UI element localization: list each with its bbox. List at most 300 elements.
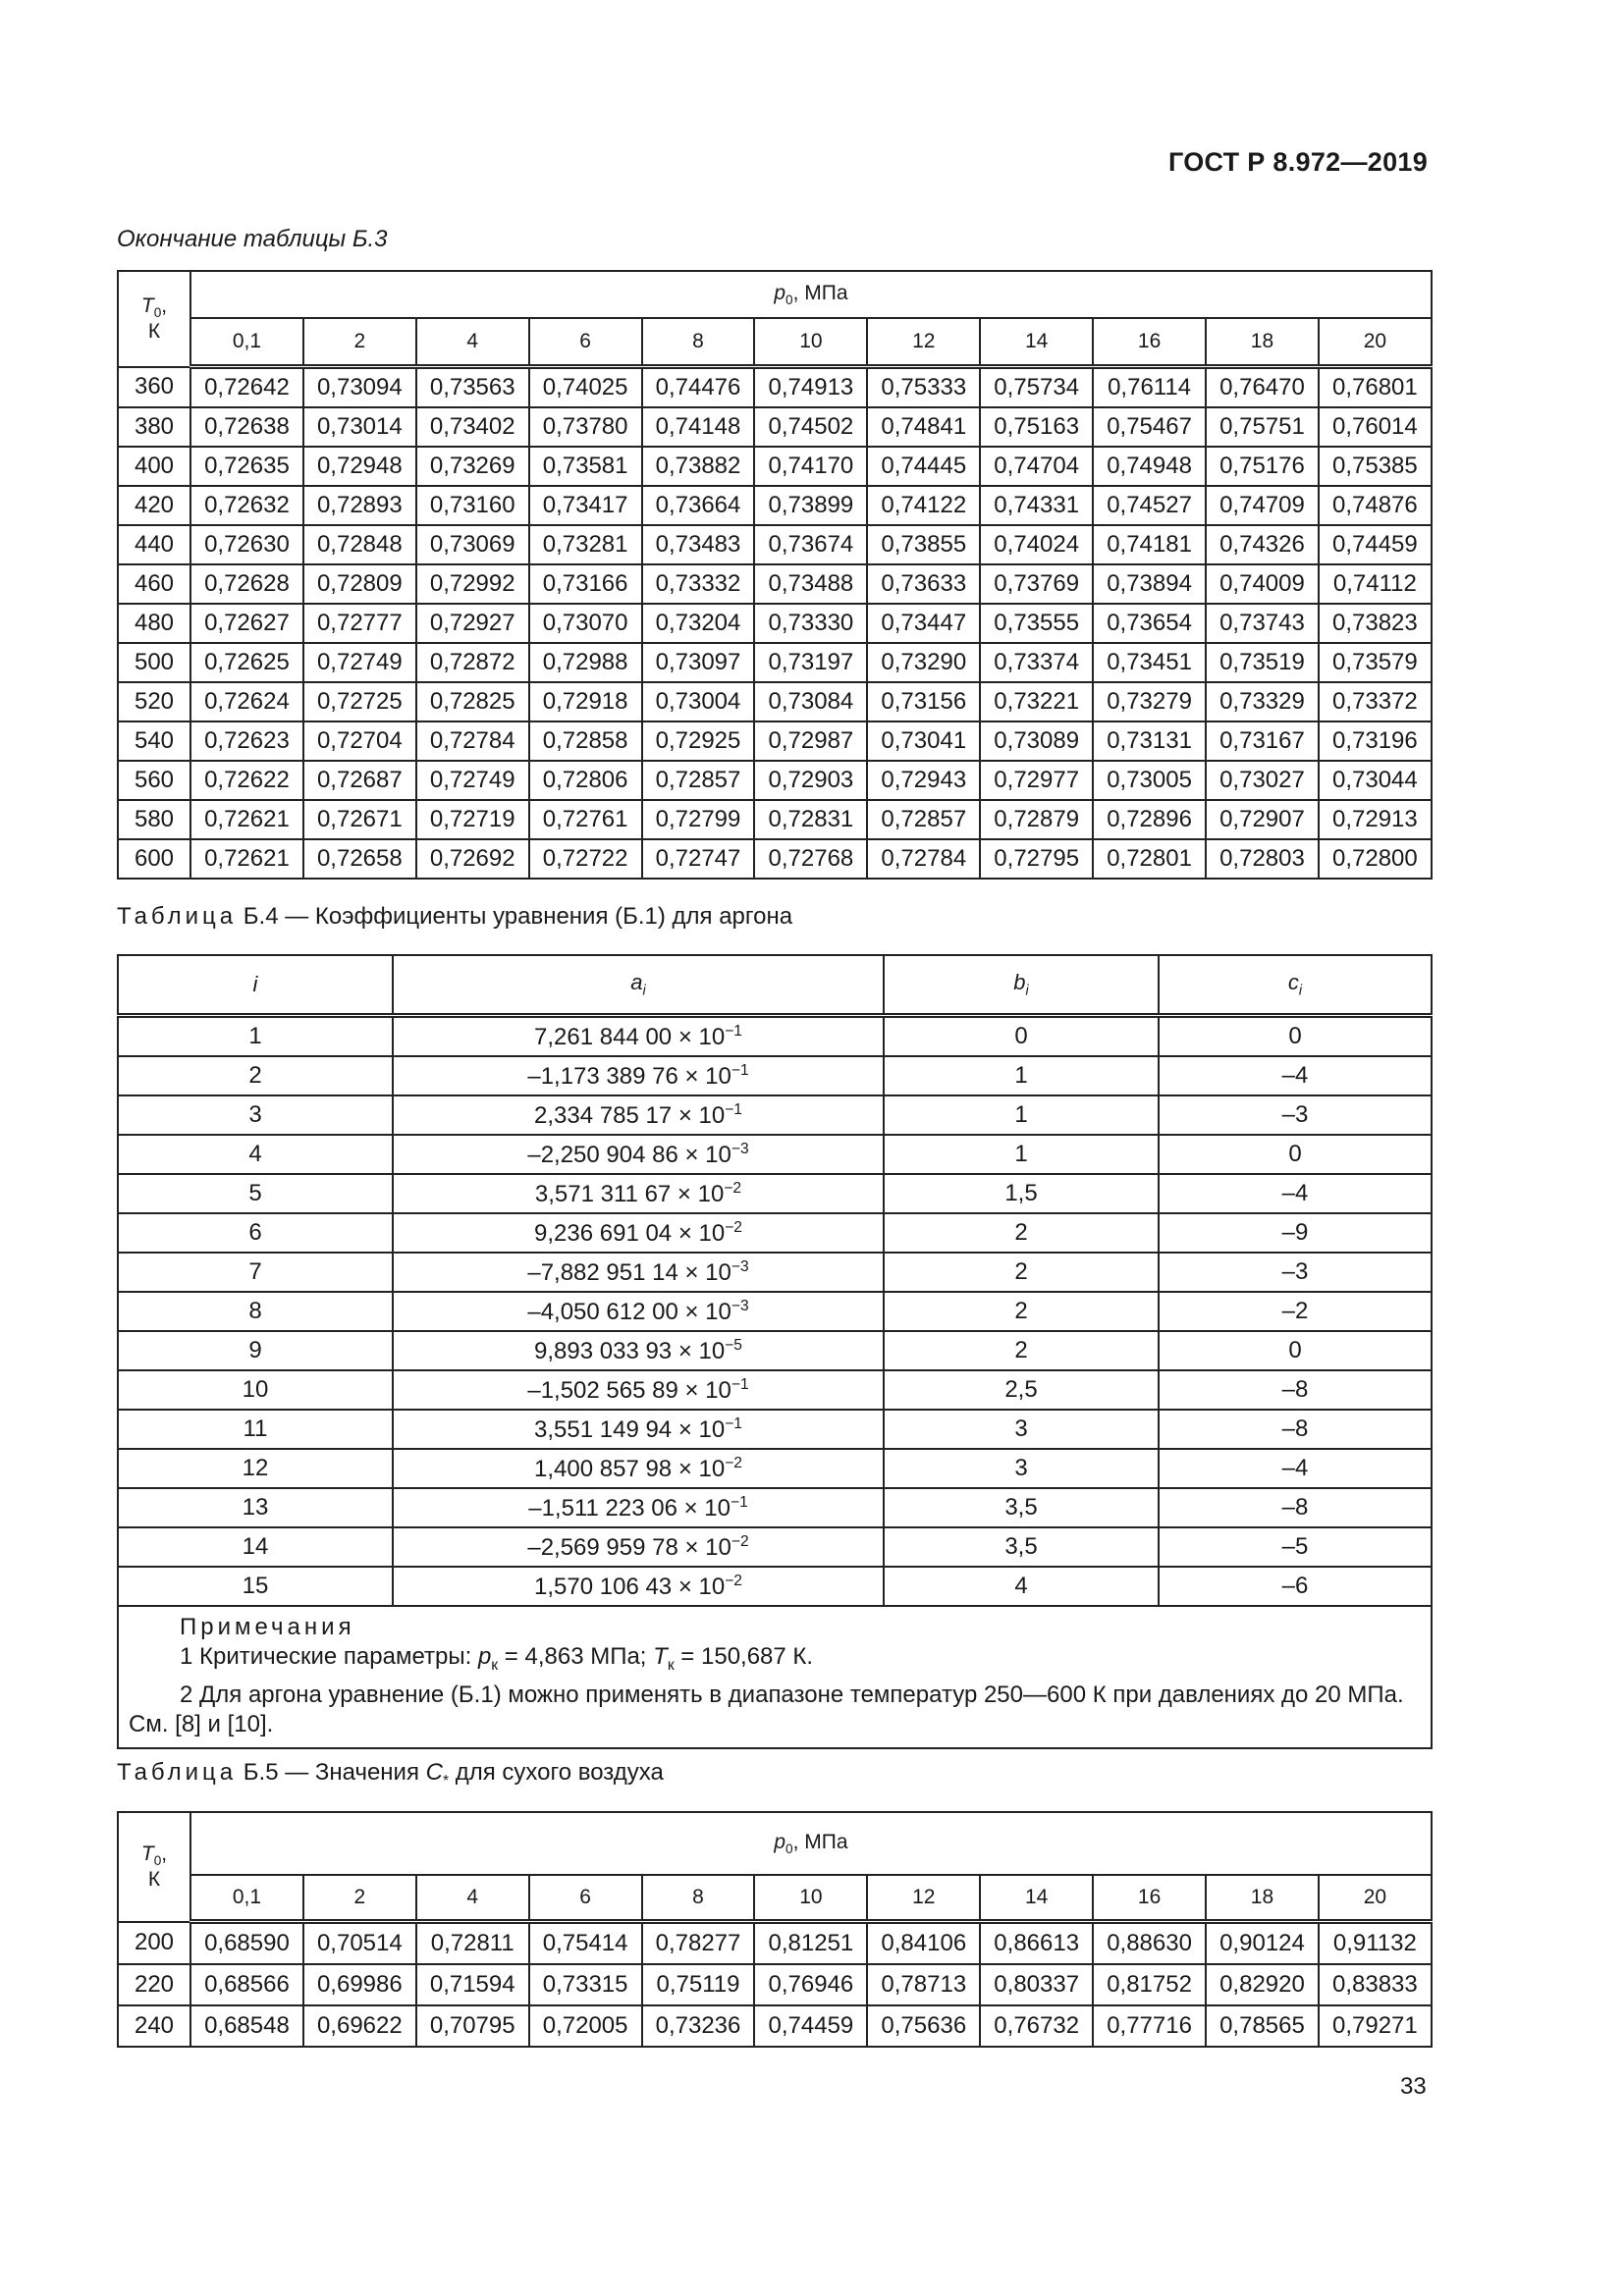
value-cell: 0,74009 — [1206, 564, 1319, 604]
value-cell: 0,73044 — [1319, 761, 1432, 800]
value-cell: 0,72857 — [867, 800, 980, 839]
value-cell: 0,72628 — [190, 564, 303, 604]
pressure-column-header: 0,1 — [190, 1875, 303, 1922]
pressure-column-header: 14 — [980, 318, 1093, 367]
value-cell: 0,73084 — [754, 682, 867, 721]
value-cell: 0,72799 — [642, 800, 755, 839]
value-cell: 0,73156 — [867, 682, 980, 721]
table-row — [118, 525, 1432, 564]
value-cell: 0,74709 — [1206, 486, 1319, 525]
value-cell: 0,73196 — [1319, 721, 1432, 761]
value-cell: 0,72848 — [303, 525, 416, 564]
value-cell: 0,74527 — [1093, 486, 1206, 525]
value-cell: 0,72704 — [303, 721, 416, 761]
value-cell: 0,73674 — [754, 525, 867, 564]
value-cell: 0,75414 — [529, 1922, 642, 1965]
value-cell: 0,73197 — [754, 643, 867, 682]
value-cell: 0,72896 — [1093, 800, 1206, 839]
coefficient-c-cell: –6 — [1159, 1567, 1432, 1606]
value-cell: 0,72988 — [529, 643, 642, 682]
coefficient-b-cell: 2 — [884, 1331, 1159, 1370]
value-cell: 0,81251 — [754, 1922, 867, 1965]
index-cell: 3 — [118, 1095, 393, 1135]
value-cell: 0,73633 — [867, 564, 980, 604]
value-cell: 0,72893 — [303, 486, 416, 525]
temperature-cell: 480 — [118, 604, 190, 643]
pressure-column-header: 12 — [867, 1875, 980, 1922]
value-cell: 0,72005 — [529, 2005, 642, 2047]
value-cell: 0,73780 — [529, 407, 642, 447]
index-cell: 15 — [118, 1567, 393, 1606]
coefficient-a-cell — [393, 1370, 884, 1410]
pressure-column-header: 8 — [642, 1875, 755, 1922]
value-cell: 0,81752 — [1093, 1964, 1206, 2005]
coefficient-b-cell: 3 — [884, 1410, 1159, 1449]
value-cell: 0,73743 — [1206, 604, 1319, 643]
value-cell: 0,72725 — [303, 682, 416, 721]
value-cell: 0,72768 — [754, 839, 867, 879]
value-cell: 0,73094 — [303, 367, 416, 408]
coefficient-exponent: −2 — [724, 1179, 742, 1197]
coefficient-exponent: −2 — [731, 1532, 749, 1550]
value-cell: 0,73236 — [642, 2005, 755, 2047]
coefficient-mantissa: –4,050 612 00 × 10 — [527, 1298, 731, 1325]
value-cell: 0,75467 — [1093, 407, 1206, 447]
index-cell: 5 — [118, 1174, 393, 1213]
value-cell: 0,82920 — [1206, 1964, 1319, 2005]
temperature-cell: 600 — [118, 839, 190, 879]
value-cell: 0,68548 — [190, 2005, 303, 2047]
table-b5 — [117, 1811, 1433, 2048]
coefficient-c-cell: –8 — [1159, 1488, 1432, 1527]
value-cell: 0,72806 — [529, 761, 642, 800]
pressure-column-header: 6 — [529, 1875, 642, 1922]
coefficient-c-cell: –5 — [1159, 1527, 1432, 1567]
value-cell: 0,71594 — [416, 1964, 529, 2005]
temperature-cell: 240 — [118, 2005, 190, 2047]
coefficient-b-cell: 2 — [884, 1292, 1159, 1331]
index-cell: 14 — [118, 1527, 393, 1567]
value-cell: 0,74326 — [1206, 525, 1319, 564]
table-row — [118, 1449, 1432, 1488]
value-cell: 0,72635 — [190, 447, 303, 486]
value-cell: 0,78565 — [1206, 2005, 1319, 2047]
value-cell: 0,73315 — [529, 1964, 642, 2005]
pressure-column-header: 12 — [867, 318, 980, 367]
value-cell: 0,73281 — [529, 525, 642, 564]
coefficient-a-cell — [393, 1135, 884, 1174]
pressure-column-header: 18 — [1206, 1875, 1319, 1922]
table-row — [118, 721, 1432, 761]
value-cell: 0,73069 — [416, 525, 529, 564]
value-cell: 0,74024 — [980, 525, 1093, 564]
coefficient-b-cell: 3 — [884, 1449, 1159, 1488]
header-c: $c_i$ — [1159, 955, 1432, 1016]
value-cell: 0,74841 — [867, 407, 980, 447]
value-cell: 0,72630 — [190, 525, 303, 564]
coefficient-a-cell — [393, 1016, 884, 1057]
table-row — [118, 1410, 1432, 1449]
coefficient-a-cell — [393, 1056, 884, 1095]
value-cell: 0,72642 — [190, 367, 303, 408]
value-cell: 0,73167 — [1206, 721, 1319, 761]
value-cell: 0,73483 — [642, 525, 755, 564]
coefficient-c-cell: 0 — [1159, 1331, 1432, 1370]
table-row — [118, 407, 1432, 447]
value-cell: 0,74459 — [1319, 525, 1432, 564]
value-cell: 0,72687 — [303, 761, 416, 800]
pressure-column-header: 16 — [1093, 318, 1206, 367]
value-cell: 0,72749 — [416, 761, 529, 800]
temperature-cell: 580 — [118, 800, 190, 839]
coefficient-exponent: −1 — [725, 1415, 742, 1432]
value-cell: 0,76732 — [980, 2005, 1093, 2047]
value-cell: 0,72761 — [529, 800, 642, 839]
value-cell: 0,73488 — [754, 564, 867, 604]
value-cell: 0,74112 — [1319, 564, 1432, 604]
value-cell: 0,68566 — [190, 1964, 303, 2005]
coefficient-b-cell: 4 — [884, 1567, 1159, 1606]
value-cell: 0,74331 — [980, 486, 1093, 525]
pressure-column-header: 4 — [416, 318, 529, 367]
value-cell: 0,69986 — [303, 1964, 416, 2005]
coefficient-b-cell: 3,5 — [884, 1488, 1159, 1527]
value-cell: 0,73160 — [416, 486, 529, 525]
index-cell: 8 — [118, 1292, 393, 1331]
value-cell: 0,72777 — [303, 604, 416, 643]
temperature-cell: 460 — [118, 564, 190, 604]
value-cell: 0,73899 — [754, 486, 867, 525]
pressure-column-header: 20 — [1319, 318, 1432, 367]
value-cell: 0,72803 — [1206, 839, 1319, 879]
value-cell: 0,73769 — [980, 564, 1093, 604]
coefficient-mantissa: –1,502 565 89 × 10 — [527, 1376, 731, 1404]
coefficient-a-cell — [393, 1449, 884, 1488]
header-i: i — [118, 955, 393, 1016]
header-a: $a_i$ — [393, 955, 884, 1016]
value-cell: 0,72825 — [416, 682, 529, 721]
value-cell: 0,73447 — [867, 604, 980, 643]
value-cell: 0,76946 — [754, 1964, 867, 2005]
temperature-cell: 380 — [118, 407, 190, 447]
value-cell: 0,74459 — [754, 2005, 867, 2047]
document-code: ГОСТ Р 8.972—2019 — [1168, 147, 1429, 177]
value-cell: 0,74025 — [529, 367, 642, 408]
value-cell: 0,73332 — [642, 564, 755, 604]
index-cell: 2 — [118, 1056, 393, 1095]
index-cell: 4 — [118, 1135, 393, 1174]
coefficient-mantissa: 9,236 691 04 × 10 — [534, 1219, 726, 1247]
table-row — [118, 839, 1432, 879]
value-cell: 0,77716 — [1093, 2005, 1206, 2047]
temperature-cell: 220 — [118, 1964, 190, 2005]
value-cell: 0,72992 — [416, 564, 529, 604]
pressure-column-header: 20 — [1319, 1875, 1432, 1922]
pressure-column-header: 2 — [303, 318, 416, 367]
table-row — [118, 1213, 1432, 1253]
table-row — [118, 1370, 1432, 1410]
index-cell: 11 — [118, 1410, 393, 1449]
value-cell: 0,72722 — [529, 839, 642, 879]
value-cell: 0,73882 — [642, 447, 755, 486]
table-row — [118, 1095, 1432, 1135]
value-cell: 0,72801 — [1093, 839, 1206, 879]
value-cell: 0,76114 — [1093, 367, 1206, 408]
value-cell: 0,74876 — [1319, 486, 1432, 525]
coefficient-c-cell: –3 — [1159, 1095, 1432, 1135]
coefficient-a-cell — [393, 1213, 884, 1253]
table-row — [118, 564, 1432, 604]
value-cell: 0,73005 — [1093, 761, 1206, 800]
temperature-cell: 360 — [118, 367, 190, 408]
value-cell: 0,72809 — [303, 564, 416, 604]
coefficient-exponent: −1 — [731, 1375, 749, 1393]
value-cell: 0,72621 — [190, 839, 303, 879]
temperature-cell: 440 — [118, 525, 190, 564]
coefficient-b-cell: 2 — [884, 1213, 1159, 1253]
value-cell: 0,75636 — [867, 2005, 980, 2047]
value-cell: 0,73579 — [1319, 643, 1432, 682]
coefficient-b-cell: 3,5 — [884, 1527, 1159, 1567]
value-cell: 0,74948 — [1093, 447, 1206, 486]
notes-title: Примечания — [180, 1614, 355, 1640]
table-row — [118, 1331, 1432, 1370]
value-cell: 0,72622 — [190, 761, 303, 800]
table-row — [118, 1135, 1432, 1174]
value-cell: 0,73290 — [867, 643, 980, 682]
value-cell: 0,74502 — [754, 407, 867, 447]
value-cell: 0,73041 — [867, 721, 980, 761]
value-cell: 0,79271 — [1319, 2005, 1432, 2047]
coefficient-a-cell — [393, 1174, 884, 1213]
value-cell: 0,68590 — [190, 1922, 303, 1965]
value-cell: 0,74122 — [867, 486, 980, 525]
coefficient-c-cell: 0 — [1159, 1135, 1432, 1174]
table-b4-caption: Таблица Б.4 — Коэффициенты уравнения (Б.1) для аргона — [117, 903, 793, 930]
value-cell: 0,78713 — [867, 1964, 980, 2005]
value-cell: 0,75333 — [867, 367, 980, 408]
table-row — [118, 604, 1432, 643]
value-cell: 0,73070 — [529, 604, 642, 643]
value-cell: 0,76470 — [1206, 367, 1319, 408]
pressure-column-header: 16 — [1093, 1875, 1206, 1922]
value-cell: 0,74445 — [867, 447, 980, 486]
index-cell: 10 — [118, 1370, 393, 1410]
value-cell: 0,73166 — [529, 564, 642, 604]
table-row — [118, 486, 1432, 525]
coefficient-exponent: −2 — [725, 1572, 742, 1589]
coefficient-a-cell — [393, 1331, 884, 1370]
temperature-cell: 540 — [118, 721, 190, 761]
value-cell: 0,72831 — [754, 800, 867, 839]
table-b3-continuation — [117, 270, 1433, 880]
temperature-cell: 420 — [118, 486, 190, 525]
coefficient-mantissa: –2,569 959 78 × 10 — [527, 1533, 731, 1561]
value-cell: 0,88630 — [1093, 1922, 1206, 1965]
value-cell: 0,69622 — [303, 2005, 416, 2047]
value-cell: 0,73581 — [529, 447, 642, 486]
value-cell: 0,76014 — [1319, 407, 1432, 447]
table-row — [118, 1016, 1432, 1057]
value-cell: 0,73329 — [1206, 682, 1319, 721]
value-cell: 0,73451 — [1093, 643, 1206, 682]
value-cell: 0,72625 — [190, 643, 303, 682]
value-cell: 0,72918 — [529, 682, 642, 721]
index-cell: 13 — [118, 1488, 393, 1527]
value-cell: 0,72623 — [190, 721, 303, 761]
table-b4 — [117, 954, 1433, 1749]
table-row — [118, 1253, 1432, 1292]
coefficient-mantissa: 1,570 106 43 × 10 — [534, 1573, 726, 1600]
value-cell: 0,75119 — [642, 1964, 755, 2005]
coefficient-mantissa: 7,261 844 00 × 10 — [534, 1023, 726, 1050]
table-b5-caption: Таблица Б.5 — Значения $C_*$ для сухого воздуха — [117, 1759, 664, 1789]
table-row — [118, 1292, 1432, 1331]
coefficient-b-cell: 2 — [884, 1253, 1159, 1292]
value-cell: 0,74181 — [1093, 525, 1206, 564]
column-group-pressure: $p_0$, МПа — [190, 1812, 1432, 1875]
value-cell: 0,78277 — [642, 1922, 755, 1965]
value-cell: 0,72671 — [303, 800, 416, 839]
value-cell: 0,72907 — [1206, 800, 1319, 839]
value-cell: 0,72927 — [416, 604, 529, 643]
value-cell: 0,75176 — [1206, 447, 1319, 486]
pressure-column-header: 6 — [529, 318, 642, 367]
table-row — [118, 447, 1432, 486]
index-cell: 1 — [118, 1016, 393, 1057]
value-cell: 0,76801 — [1319, 367, 1432, 408]
value-cell: 0,73269 — [416, 447, 529, 486]
value-cell: 0,72943 — [867, 761, 980, 800]
temperature-cell: 520 — [118, 682, 190, 721]
value-cell: 0,72811 — [416, 1922, 529, 1965]
value-cell: 0,86613 — [980, 1922, 1093, 1965]
coefficient-exponent: −2 — [725, 1454, 742, 1471]
table-row — [118, 800, 1432, 839]
coefficient-exponent: −1 — [725, 1100, 742, 1118]
coefficient-exponent: −5 — [725, 1336, 742, 1354]
coefficient-c-cell: 0 — [1159, 1016, 1432, 1057]
pressure-column-header: 14 — [980, 1875, 1093, 1922]
value-cell: 0,72621 — [190, 800, 303, 839]
value-cell: 0,72987 — [754, 721, 867, 761]
value-cell: 0,73330 — [754, 604, 867, 643]
value-cell: 0,70514 — [303, 1922, 416, 1965]
row-header-temperature: $T_0$, К — [118, 1812, 190, 1922]
value-cell: 0,73004 — [642, 682, 755, 721]
value-cell: 0,83833 — [1319, 1964, 1432, 2005]
temperature-cell: 200 — [118, 1922, 190, 1965]
value-cell: 0,73014 — [303, 407, 416, 447]
value-cell: 0,73097 — [642, 643, 755, 682]
coefficient-c-cell: –8 — [1159, 1370, 1432, 1410]
value-cell: 0,72784 — [867, 839, 980, 879]
table-b3-continuation-caption: Окончание таблицы Б.3 — [117, 226, 388, 252]
table-row — [118, 1567, 1432, 1606]
coefficient-exponent: −1 — [725, 1022, 742, 1040]
value-cell: 0,73402 — [416, 407, 529, 447]
value-cell: 0,75734 — [980, 367, 1093, 408]
value-cell: 0,72948 — [303, 447, 416, 486]
value-cell: 0,75163 — [980, 407, 1093, 447]
coefficient-b-cell: 1,5 — [884, 1174, 1159, 1213]
coefficient-mantissa: –7,882 951 14 × 10 — [527, 1258, 731, 1286]
value-cell: 0,73894 — [1093, 564, 1206, 604]
note-1: 1 Критические параметры: $p_к = 4,863$ МПа; $T_к = 150,687$ К. — [180, 1643, 814, 1674]
value-cell: 0,73654 — [1093, 604, 1206, 643]
value-cell: 0,72692 — [416, 839, 529, 879]
pressure-column-header: 10 — [754, 1875, 867, 1922]
page-number: 33 — [1400, 2073, 1427, 2100]
coefficient-b-cell: 1 — [884, 1095, 1159, 1135]
value-cell: 0,73664 — [642, 486, 755, 525]
value-cell: 0,72925 — [642, 721, 755, 761]
index-cell: 7 — [118, 1253, 393, 1292]
coefficient-a-cell — [393, 1567, 884, 1606]
value-cell: 0,72913 — [1319, 800, 1432, 839]
value-cell: 0,72784 — [416, 721, 529, 761]
index-cell: 6 — [118, 1213, 393, 1253]
coefficient-mantissa: 1,400 857 98 × 10 — [534, 1455, 726, 1482]
temperature-cell: 500 — [118, 643, 190, 682]
coefficient-b-cell: 0 — [884, 1016, 1159, 1057]
value-cell: 0,74148 — [642, 407, 755, 447]
value-cell: 0,72800 — [1319, 839, 1432, 879]
value-cell: 0,72879 — [980, 800, 1093, 839]
pressure-column-header: 2 — [303, 1875, 416, 1922]
value-cell: 0,73555 — [980, 604, 1093, 643]
value-cell: 0,91132 — [1319, 1922, 1432, 1965]
coefficient-exponent: −1 — [731, 1061, 749, 1079]
value-cell: 0,72858 — [529, 721, 642, 761]
coefficient-a-cell — [393, 1527, 884, 1567]
coefficient-c-cell: –4 — [1159, 1056, 1432, 1095]
row-header-temperature: $T_0$, К — [118, 271, 190, 367]
value-cell: 0,73131 — [1093, 721, 1206, 761]
coefficient-a-cell — [393, 1095, 884, 1135]
value-cell: 0,72638 — [190, 407, 303, 447]
table-row — [118, 1922, 1432, 1965]
value-cell: 0,75751 — [1206, 407, 1319, 447]
value-cell: 0,74476 — [642, 367, 755, 408]
coefficient-a-cell — [393, 1488, 884, 1527]
value-cell: 0,72749 — [303, 643, 416, 682]
value-cell: 0,75385 — [1319, 447, 1432, 486]
value-cell: 0,73027 — [1206, 761, 1319, 800]
coefficient-exponent: −3 — [731, 1140, 749, 1157]
header-b: $b_i$ — [884, 955, 1159, 1016]
coefficient-a-cell — [393, 1253, 884, 1292]
value-cell: 0,70795 — [416, 2005, 529, 2047]
value-cell: 0,72977 — [980, 761, 1093, 800]
table-row — [118, 1056, 1432, 1095]
note-2: 2 Для аргона уравнение (Б.1) можно применять в диапазоне температур 250—600 К при давлениях до 20 МПа. См. [8] и [10]. — [129, 1681, 1404, 1737]
table-row — [118, 1527, 1432, 1567]
coefficient-b-cell: 2,5 — [884, 1370, 1159, 1410]
value-cell: 0,73374 — [980, 643, 1093, 682]
coefficient-mantissa: 9,893 033 93 × 10 — [534, 1337, 726, 1364]
coefficient-mantissa: –2,250 904 86 × 10 — [527, 1141, 731, 1168]
value-cell: 0,73855 — [867, 525, 980, 564]
coefficient-exponent: −3 — [731, 1257, 749, 1275]
value-cell: 0,72632 — [190, 486, 303, 525]
coefficient-a-cell — [393, 1410, 884, 1449]
temperature-cell: 400 — [118, 447, 190, 486]
coefficient-c-cell: –3 — [1159, 1253, 1432, 1292]
coefficient-a-cell — [393, 1292, 884, 1331]
pressure-column-header: 0,1 — [190, 318, 303, 367]
coefficient-mantissa: –1,173 389 76 × 10 — [527, 1062, 731, 1090]
